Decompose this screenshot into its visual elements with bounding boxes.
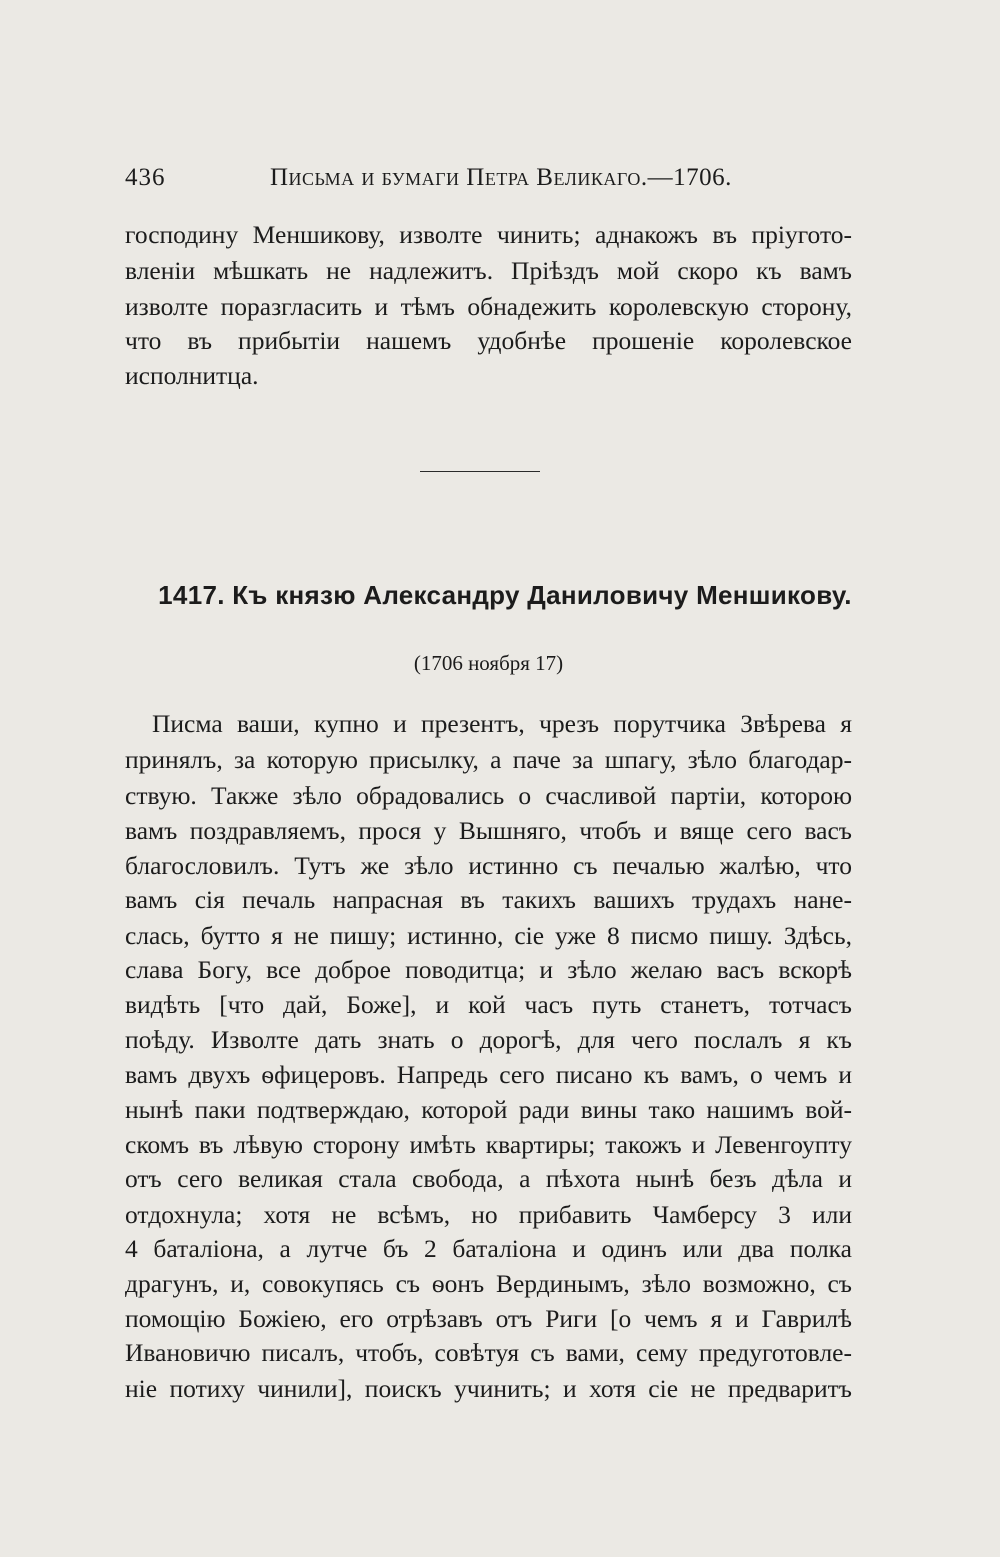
- text-line: отдохнула; хотя не всѣмъ, но прибавить Чамберсу 3 или: [125, 1200, 852, 1229]
- text-line: драгунъ, и, совокупясь съ ѳонъ Вердинымъ, зѣло возможно, съ: [125, 1269, 852, 1298]
- text-line: ніе потиху чинили], поискъ учинить; и хотя сіе не предваритъ: [125, 1374, 852, 1403]
- text-line: исполнитца.: [125, 361, 259, 390]
- text-line: Ивановичю писалъ, чтобъ, совѣтуя съ вами, сему предуготовле-: [125, 1338, 852, 1367]
- text-line: ствую. Также зѣло обрадовались о счасливой партіи, которою: [125, 781, 852, 810]
- letter-heading: 1417. Къ князю Александру Даниловичу Меншикову.: [158, 580, 852, 610]
- letter-date: (1706 ноября 17): [413, 651, 564, 675]
- text-line: нынѣ паки подтверждаю, которой ради вины тако нашимъ вой-: [125, 1095, 852, 1124]
- text-line: скомъ въ лѣвую сторону имѣть квартиры; такожъ и Левенгоупту: [125, 1130, 852, 1159]
- text-line: слава Богу, все доброе поводитца; и зѣло желаю васъ вскорѣ: [125, 955, 852, 984]
- text-line: 4 баталіона, а лутче бъ 2 баталіона и одинъ или два полка: [125, 1234, 852, 1263]
- page-number: 436: [125, 164, 166, 191]
- text-line: отъ сего великая стала свобода, а пѣхота нынѣ безъ дѣла и: [125, 1164, 852, 1193]
- text-line: видѣть [что дай, Боже], и кой часъ путь станетъ, тотчасъ: [125, 990, 852, 1019]
- text-line: помощію Божіею, его отрѣзавъ отъ Риги [о чемъ я и Гаврилѣ: [125, 1304, 852, 1333]
- text-line: вамъ сія печаль напрасная въ такихъ вашихъ трудахъ нане-: [125, 885, 852, 914]
- text-line: слась, бутто я не пишу; истинно, сіе уже 8 писмо пишу. Здѣсь,: [125, 921, 852, 950]
- text-line: Писма ваши, купно и презентъ, чрезъ порутчика Звѣрева я: [152, 709, 852, 738]
- text-line: вамъ двухъ ѳфицеровъ. Напредь сего писано къ вамъ, о чемъ и: [125, 1060, 852, 1089]
- text-line: господину Меншикову, изволте чинить; аднакожъ въ пріугото-: [125, 220, 852, 249]
- text-line: поѣду. Изволте дать знать о дорогѣ, для чего послалъ я къ: [125, 1025, 852, 1054]
- text-line: благословилъ. Тутъ же зѣло истинно съ печалью жалѣю, что: [125, 851, 852, 880]
- text-line: вленіи мѣшкать не надлежитъ. Пріѣздъ мой скоро къ вамъ: [125, 256, 852, 285]
- section-separator: [420, 471, 540, 472]
- running-head: [125, 160, 852, 196]
- text-line: изволте поразгласить и тѣмъ обнадежить королевскую сторону,: [125, 292, 852, 321]
- text-line: принялъ, за которую присылку, а паче за шпагу, зѣло благодар-: [125, 745, 852, 774]
- text-line: что въ прибытіи нашемъ удобнѣе прошеніе королевское: [125, 326, 852, 355]
- text-line: вамъ поздравляемъ, прося у Вышняго, чтобъ и вяще сего васъ: [125, 816, 852, 845]
- running-title: Письма и бумаги Петра Великаго.—1706.: [270, 164, 732, 191]
